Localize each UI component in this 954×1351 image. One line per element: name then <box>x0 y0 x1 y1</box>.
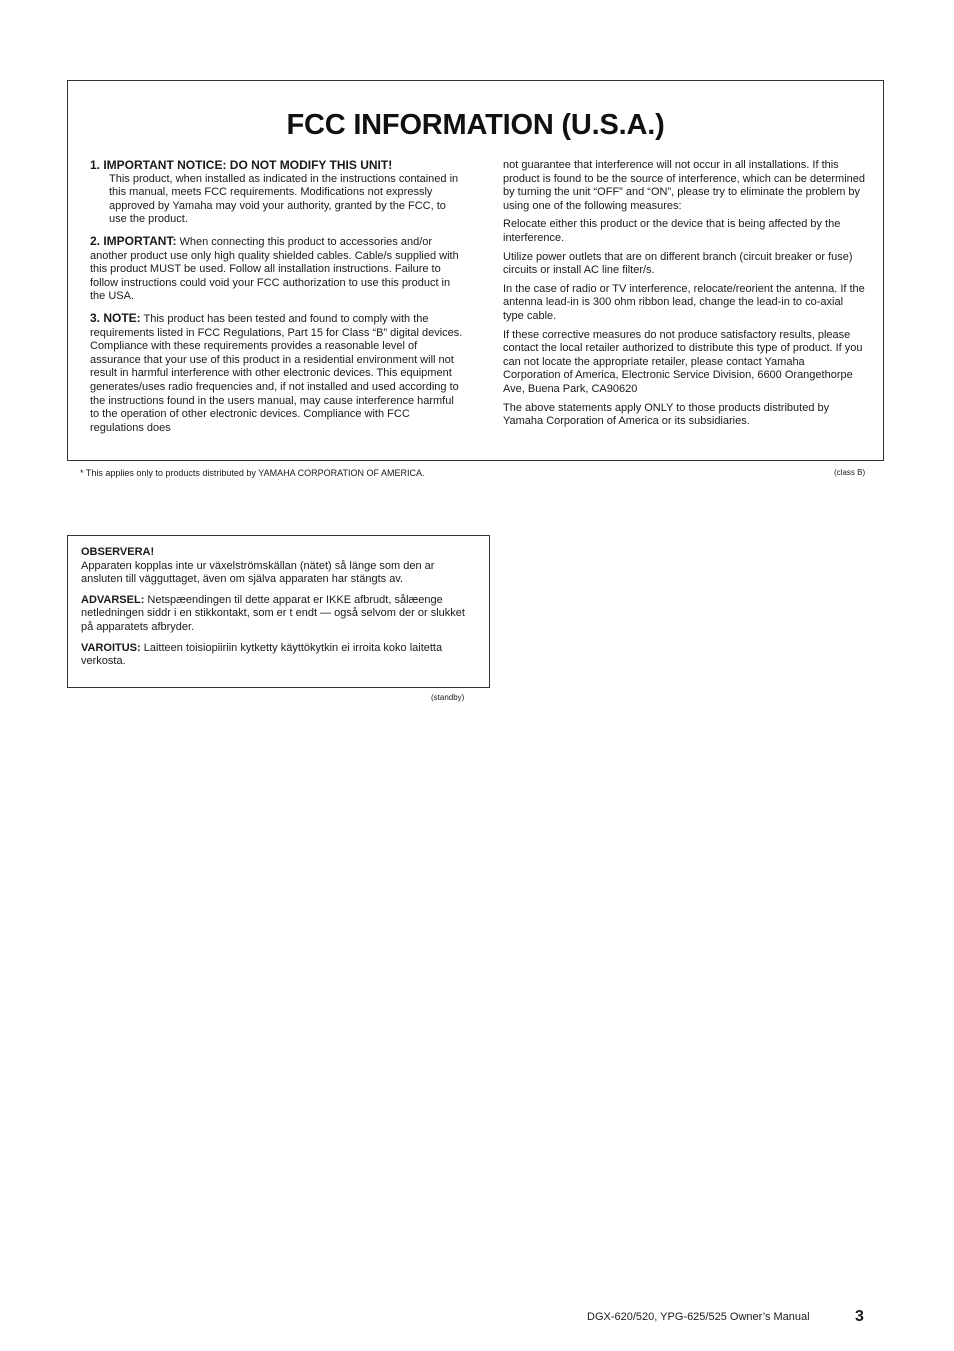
advarsel-paragraph <box>81 594 477 635</box>
advarsel-heading: ADVARSEL: <box>81 593 145 606</box>
class-b-note: (class B) <box>834 468 866 477</box>
fcc-right-paragraph-6: The above statements apply ONLY to those products distributed by Yamaha Corporation of America or its subsidiaries. <box>503 401 830 428</box>
fcc-right-paragraph-3: Utilize power outlets that are on different branch (circuit breaker or fuse) circuits or install AC line filter/s. <box>503 250 853 277</box>
fcc-item-1 <box>90 159 466 227</box>
fcc-title: FCC INFORMATION (U.S.A.) <box>286 109 665 141</box>
varoitus-body: Laitteen toisiopiiriin kytketty käyttökytkin ei irroita koko laitetta verkosta. <box>81 641 443 668</box>
fcc-item-2 <box>90 235 466 304</box>
fcc-item-3-body: This product has been tested and found to comply with the requirements listed in FCC Regulations, Part 15 for Class “B” digital devices. Compliance with these requirements provides a reasonable level of assurance that your use of this product in a residential environment will not result in harmful interference with other electronic devices. This equipment generates/uses radio frequencies and, if not installed and used according to the instructions found in the users manual, may cause interference harmful to the operation of other electronic devices. Compliance with FCC regulations does <box>90 312 463 434</box>
observera-paragraph <box>81 546 477 587</box>
fcc-right-column <box>503 159 865 434</box>
fcc-item-2-heading: 2. IMPORTANT: <box>90 233 177 248</box>
standby-warning-box <box>67 535 490 688</box>
fcc-information-box <box>67 80 884 461</box>
standby-note: (standby) <box>431 693 465 702</box>
fcc-right-paragraph-4: In the case of radio or TV interference, relocate/reorient the antenna. If the antenna lead-in is 300 ohm ribbon lead, change the lead-in to co-axial type cable. <box>503 282 865 322</box>
fcc-item-1-body: This product, when installed as indicated in the instructions contained in this manual, meets FCC requirements. Modifications not expressly approved by Yamaha may void your authority, granted by the FCC, to use the product. <box>109 172 459 226</box>
fcc-item-1-heading: 1. IMPORTANT NOTICE: DO NOT MODIFY THIS UNIT! <box>90 158 393 172</box>
observera-heading: OBSERVERA! <box>81 546 155 558</box>
fcc-left-column <box>90 159 466 443</box>
fcc-item-3 <box>90 312 466 435</box>
fcc-footnote: * This applies only to products distributed by YAMAHA CORPORATION OF AMERICA. <box>80 468 425 478</box>
manual-footer: DGX-620/520, YPG-625/525 Owner’s Manual <box>587 1311 810 1323</box>
fcc-item-3-heading: 3. NOTE: <box>90 310 141 325</box>
page-number: 3 <box>855 1308 864 1325</box>
fcc-right-paragraph-2: Relocate either this product or the device that is being affected by the interference. <box>503 218 841 244</box>
advarsel-body: Netspæendingen til dette apparat er IKKE afbrudt, sålæenge netledningen siddr i en stikkontakt, som er t endt — også selvom der or slukket på apparatets afbryder. <box>81 593 465 633</box>
varoitus-heading: VAROITUS: <box>81 641 141 654</box>
varoitus-paragraph <box>81 642 477 669</box>
observera-body: Apparaten kopplas inte ur växelströmskällan (nätet) så länge som den ar ansluten till vägguttaget, även om själva apparaten har stängts av. <box>81 559 435 586</box>
fcc-right-paragraph-1: not guarantee that interference will not occur in all installations. If this product is found to be the source of interference, which can be determined by turning the unit “OFF” and “ON”, please try to eliminate the problem by using one of the following measures: <box>503 159 865 212</box>
fcc-item-2-body: When connecting this product to accessories and/or another product use only high quality shielded cables. Cable/s supplied with this product MUST be used. Follow all installation instructions. Failure to follow instructions could void your FCC authorization to use this product in the USA. <box>90 235 459 303</box>
fcc-right-paragraph-5: If these corrective measures do not produce satisfactory results, please contact the local retailer authorized to distribute this type of product. If you can not locate the appropriate retailer, please contact Yamaha Corporation of America, Electronic Service Division, 6600 Orangethorpe Ave, Buena Park, CA90620 <box>503 328 863 395</box>
